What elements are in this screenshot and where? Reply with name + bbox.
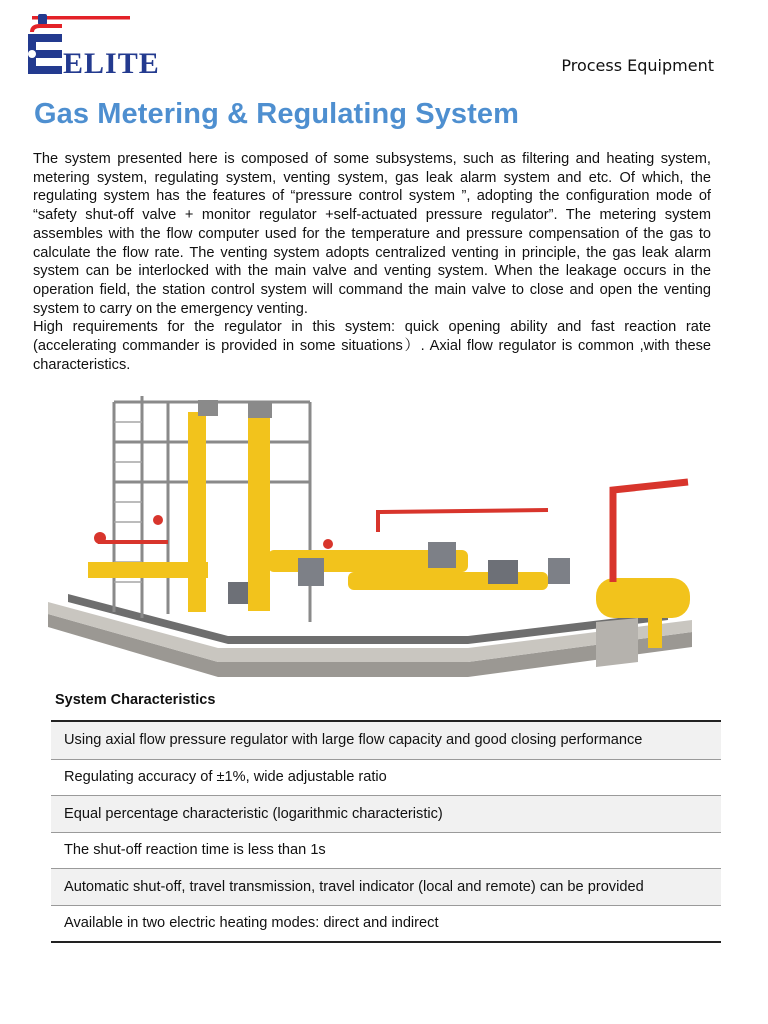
section-label: Process Equipment [561, 56, 714, 75]
page-title: Gas Metering & Regulating System [34, 98, 520, 130]
equipment-photo [48, 382, 692, 678]
paragraph-description: The system presented here is composed of some subsystems, such as filtering and heating system, metering system, regulating system, venting system, gas leak alarm system and etc. Of which, the regulating system has the features of “pressure control system ”, adopting the configuration mode of “safety shut-off valve + monitor regulator +self-actuated pressure regulator”. The metering system assembles with the flow computer used for the temperature and pressure compensation of the gas to calculate the flow rate. The venting system adopts centralized venting in principle, the gas leak alarm system can be interlocked with the main valve and venting system. When the leakage occurs in the operation field, the station control system will command the main valve to close and open the venting system to carry on the emergency venting. [33, 151, 711, 317]
table-row: Equal percentage characteristic (logarithmic characteristic) [51, 795, 721, 832]
elite-logo [26, 12, 160, 80]
characteristics-title: System Characteristics [55, 692, 216, 708]
body-text [33, 150, 711, 374]
svg-text:ELITE: ELITE [63, 47, 160, 80]
table-row: Automatic shut-off, travel transmission, travel indicator (local and remote) can be provided [51, 868, 721, 905]
table-row: The shut-off reaction time is less than 1s [51, 832, 721, 869]
characteristics-table [51, 720, 721, 943]
table-row: Regulating accuracy of ±1%, wide adjustable ratio [51, 759, 721, 796]
paragraph-requirements: High requirements for the regulator in this system: quick opening ability and fast reaction rate (accelerating commander is provided in some situations）. Axial flow regulator is common ,with these characteristics. [33, 319, 711, 373]
table-row: Using axial flow pressure regulator with large flow capacity and good closing performance [51, 722, 721, 759]
table-row: Available in two electric heating modes: direct and indirect [51, 905, 721, 942]
